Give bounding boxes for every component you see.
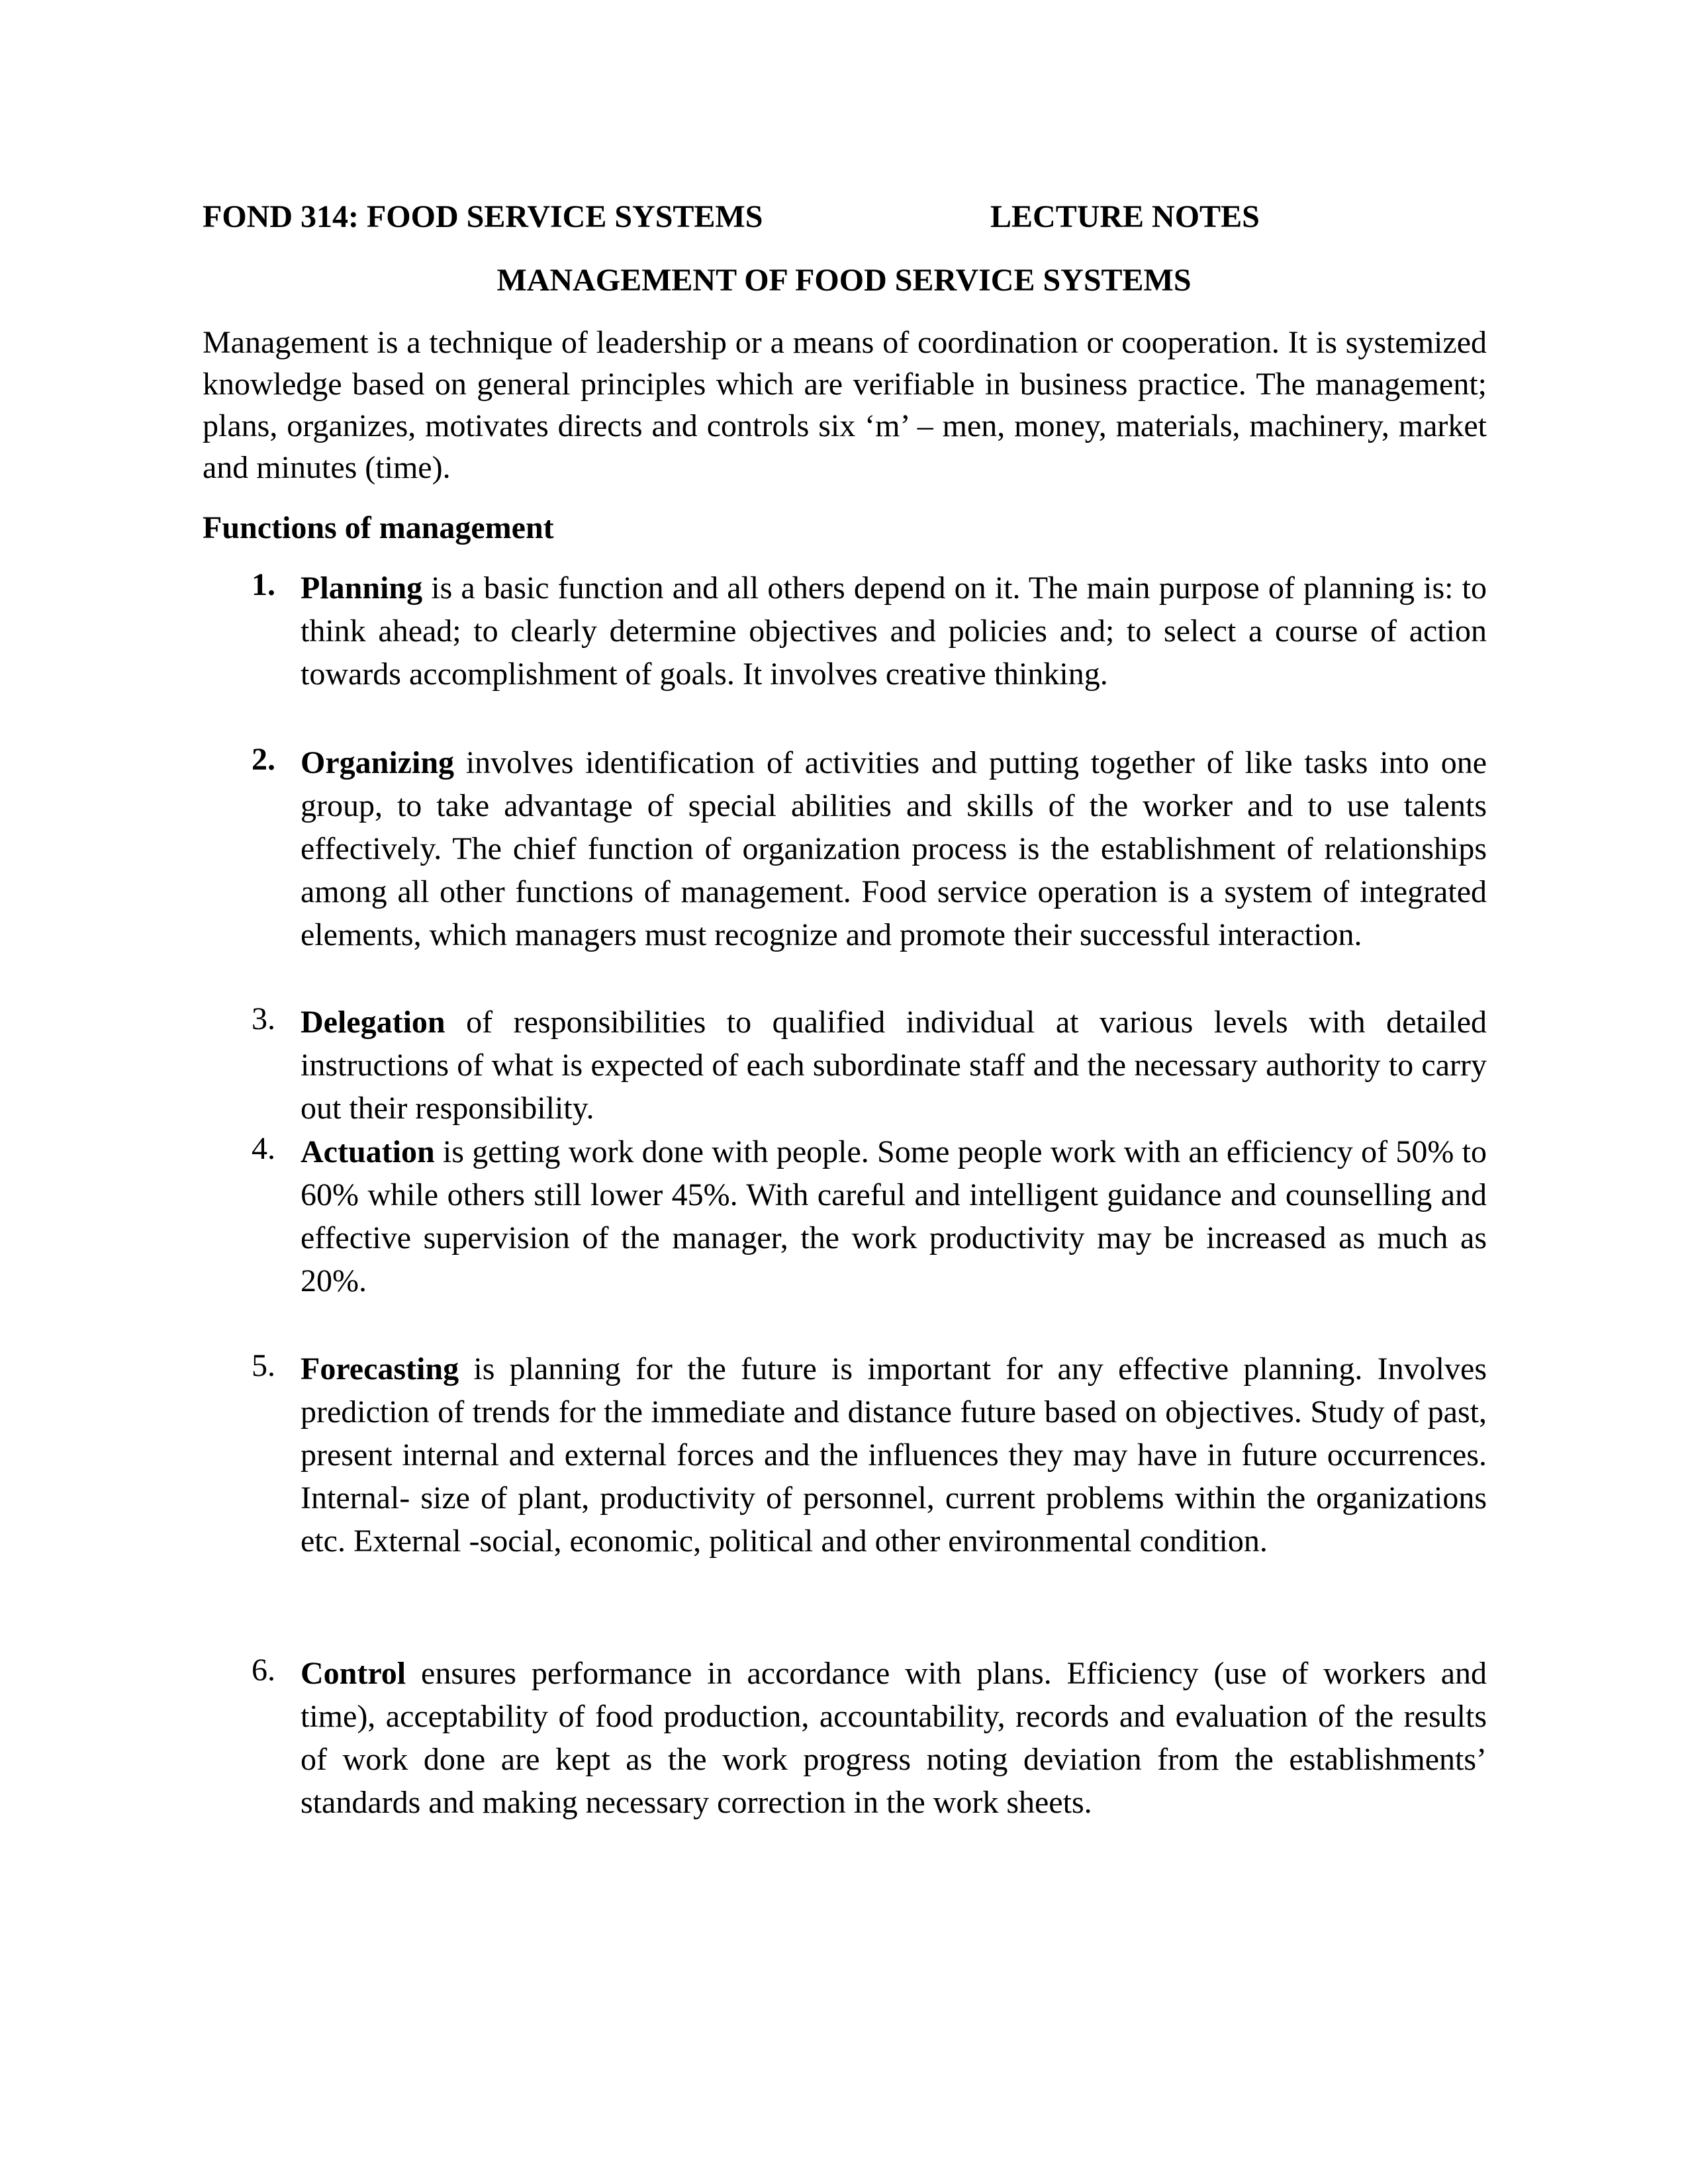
course-header: FOND 314: FOOD SERVICE SYSTEMS (203, 199, 763, 234)
list-number: 1. (252, 567, 275, 602)
list-description: ensures performance in accordance with plans. Efficiency (use of workers and time), acceptability of food production, accountability, records and evaluation of the results of work done are kept as the work progress noting deviation from the establishments’ standards and making necessary correction in the work sheets. (301, 1656, 1487, 1820)
intro-paragraph: Management is a technique of leadership or a means of coordination or cooperation. It is systemized knowledge based on general principles which are verifiable in business practice. The management; plans, organizes, motivates directs and controls six ‘m’ – men, money, materials, machinery, market and minutes (time). (203, 325, 1487, 485)
list-item-delegation (203, 1001, 1487, 1130)
list-item-text (301, 741, 1487, 956)
list-term: Delegation (301, 1005, 445, 1040)
list-item-text (301, 1130, 1487, 1302)
list-item-text (301, 1347, 1487, 1563)
list-description: is planning for the future is important for any effective planning. Involves prediction of trends for the immediate and distance future based on objectives. Study of past, present internal and external forces and the influences they may have in future occurrences. Internal- size of plant, productivity of personnel, current problems within the organizations etc. External -social, economic, political and other environmental condition. (301, 1351, 1487, 1559)
list-number: 6. (252, 1653, 275, 1688)
list-number: 3. (252, 1001, 275, 1036)
list-item-text (301, 1652, 1487, 1824)
list-term: Organizing (301, 745, 455, 780)
list-number: 4. (252, 1131, 275, 1166)
list-item-organizing (203, 741, 1487, 956)
list-item-control (203, 1652, 1487, 1824)
list-term: Actuation (301, 1134, 435, 1169)
list-number: 2. (252, 742, 275, 777)
list-item-actuation (203, 1130, 1487, 1302)
list-description: is getting work done with people. Some people work with an efficiency of 50% to 60% while others still lower 45%. With careful and intelligent guidance and counselling and effective supervision of the manager, the work productivity may be increased as much as 20%. (301, 1134, 1487, 1298)
page-title: MANAGEMENT OF FOOD SERVICE SYSTEMS (496, 263, 1192, 298)
list-description: involves identification of activities and putting together of like tasks into one group, to take advantage of special abilities and skills of the worker and to use talents effectively. The chief function of organization process is the establishment of relationships among all other functions of management. Food service operation is a system of integrated elements, which managers must recognize and promote their successful interaction. (301, 745, 1487, 952)
list-item-text (301, 1001, 1487, 1130)
list-number: 5. (252, 1348, 275, 1383)
doc-type-header: LECTURE NOTES (990, 199, 1260, 234)
list-term: Control (301, 1656, 406, 1691)
list-description: of responsibilities to qualified individual at various levels with detailed instructions of what is expected of each subordinate staff and the necessary authority to carry out their responsibility. (301, 1005, 1487, 1126)
list-item-forecasting (203, 1347, 1487, 1563)
functions-heading: Functions of management (203, 510, 554, 545)
list-item-text (301, 567, 1487, 696)
list-term: Forecasting (301, 1351, 459, 1387)
list-term: Planning (301, 570, 423, 606)
list-description: is a basic function and all others depend on it. The main purpose of planning is: to think ahead; to clearly determine objectives and policies and; to select a course of action towards accomplishment of goals. It involves creative thinking. (301, 570, 1487, 692)
list-item-planning (203, 567, 1487, 696)
